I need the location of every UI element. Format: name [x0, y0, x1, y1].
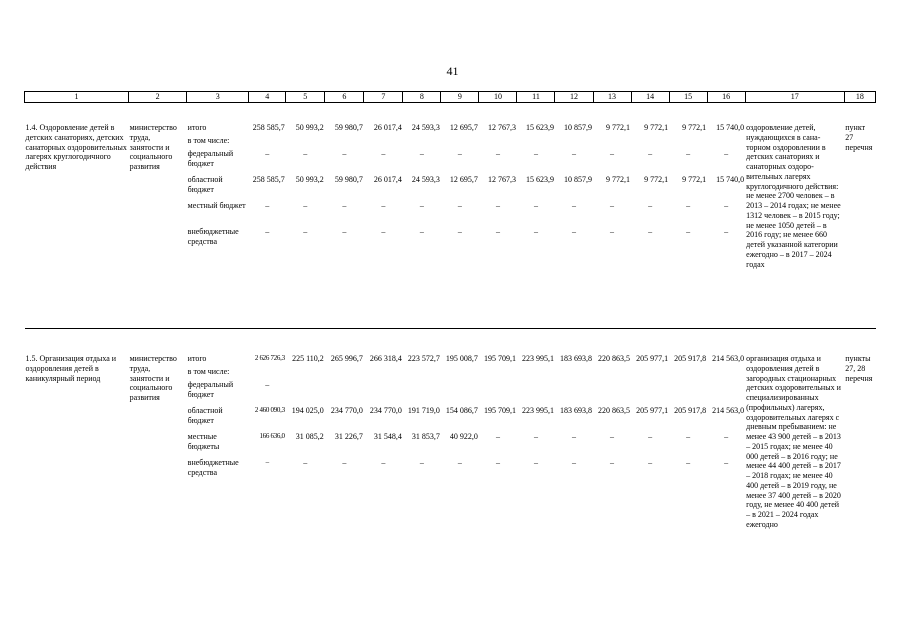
value-cell: 24 593,3	[411, 175, 440, 184]
value-column	[707, 329, 745, 617]
value-column	[249, 329, 286, 617]
header-cell: 6	[325, 92, 364, 103]
expected-result: организация отдыха и оздоровления детей в загородных стационарных детских оздоровительных и специализированных (профильных) лагерях, оздоровительных лагерях с дневным пребыванием: не менее 43 900 детей – в 2013 – 2015 годах; не менее 40 000 детей – в 2016 году; не менее 44 400 детей – в 2017 – 2018 годах; не менее 40 400 детей – в 2019 году, не менее 37 400 детей – в 2020 году, не менее 40 400 детей – в 2021 – 2024 годах ежегодно	[745, 329, 844, 617]
value-cell	[442, 367, 478, 380]
funding-source-label: местный бюджет	[187, 201, 246, 210]
value-cell: –	[342, 458, 347, 467]
value-cell: 205 917,8	[674, 354, 707, 363]
value-cell: –	[610, 432, 615, 441]
header-cell: 4	[249, 92, 286, 103]
value-cell	[632, 136, 668, 149]
value-cell	[632, 367, 668, 380]
value-cell: –	[457, 227, 462, 236]
header-cell: 17	[745, 92, 844, 103]
value-column	[441, 329, 479, 617]
funding-source-label: итого	[187, 354, 207, 363]
value-cell: 265 996,7	[330, 354, 363, 363]
value-cell: –	[495, 227, 500, 236]
value-cell	[326, 367, 363, 380]
value-column	[669, 103, 707, 329]
value-column	[555, 103, 593, 329]
value-cell	[670, 367, 706, 380]
value-cell: –	[610, 201, 615, 210]
funding-source-label: в том числе:	[187, 136, 230, 145]
value-cell: –	[303, 227, 308, 236]
value-cell	[480, 367, 516, 380]
value-cell: –	[457, 201, 462, 210]
value-cell: –	[533, 149, 538, 158]
value-cell: 234 770,0	[369, 406, 402, 415]
value-cell: –	[419, 458, 424, 467]
value-cell: 40 922,0	[449, 432, 478, 441]
value-cell: 9 772,1	[606, 175, 631, 184]
funding-source-label: местные бюджеты	[187, 432, 220, 451]
value-cell: 50 993,2	[295, 123, 324, 132]
value-column	[593, 103, 631, 329]
measure-name: 1.4. Оздоровление детей в детских санаториях, детских санаторных оздоровительных лагерях круглогодичного действия	[25, 123, 127, 171]
value-cell: 234 770,0	[330, 406, 363, 415]
value-cell: 50 993,2	[295, 175, 324, 184]
value-column	[403, 103, 441, 329]
value-cell: 183 693,8	[560, 406, 593, 415]
value-cell: –	[686, 227, 691, 236]
value-cell: 191 719,0	[407, 406, 440, 415]
value-cell: –	[610, 149, 615, 158]
value-cell: –	[419, 201, 424, 210]
value-cell: 2 460 090,3	[254, 406, 285, 414]
value-cell	[404, 136, 440, 149]
value-cell: –	[419, 149, 424, 158]
value-cell: 15 623,9	[525, 175, 554, 184]
value-cell	[480, 136, 516, 149]
value-cell: 12 767,3	[487, 175, 516, 184]
value-column	[555, 329, 593, 617]
value-cell: 223 995,1	[521, 406, 554, 415]
header-cell: 18	[844, 92, 875, 103]
value-cell	[708, 367, 744, 380]
value-cell: 220 863,5	[598, 354, 631, 363]
value-cell: 2 626 726,3	[254, 354, 285, 362]
value-cell	[442, 380, 478, 406]
value-cell: 59 980,7	[334, 175, 363, 184]
value-cell: 9 772,1	[606, 123, 631, 132]
value-column	[403, 329, 441, 617]
value-cell: –	[648, 227, 653, 236]
value-cell: 166 636,0	[259, 432, 285, 440]
value-cell	[556, 136, 592, 149]
value-column	[707, 103, 745, 329]
value-cell: –	[495, 149, 500, 158]
value-cell: –	[533, 201, 538, 210]
value-cell	[250, 136, 285, 149]
value-cell: –	[265, 201, 270, 210]
value-cell: –	[648, 201, 653, 210]
value-cell: 10 857,9	[564, 175, 593, 184]
value-cell: 24 593,3	[411, 123, 440, 132]
value-cell: –	[572, 201, 576, 210]
value-cell: –	[686, 201, 691, 210]
header-cell: 3	[187, 92, 249, 103]
value-cell	[518, 380, 554, 406]
reference-link: пункты 27, 28 перечня	[844, 329, 875, 617]
header-cell: 9	[441, 92, 479, 103]
value-cell: 205 917,8	[674, 406, 707, 415]
value-cell: –	[533, 458, 538, 467]
value-cell: 9 772,1	[644, 123, 669, 132]
value-cell: 9 772,1	[644, 175, 669, 184]
value-cell	[365, 367, 402, 380]
value-column	[364, 103, 403, 329]
value-cell: –	[648, 149, 653, 158]
header-cell: 14	[631, 92, 669, 103]
value-cell: –	[724, 149, 729, 158]
value-cell: –	[265, 458, 269, 466]
value-cell	[594, 380, 630, 406]
value-cell: –	[724, 432, 729, 441]
value-cell	[518, 136, 554, 149]
value-cell: 214 563,0	[712, 354, 745, 363]
value-cell: 220 863,5	[598, 406, 631, 415]
value-cell: 10 857,9	[564, 123, 593, 132]
reference-link: пункт 27 перечня	[845, 123, 873, 152]
value-cell: –	[686, 458, 691, 467]
value-column	[325, 329, 364, 617]
value-cell: 258 585,7	[252, 123, 285, 132]
value-cell: 31 853,7	[411, 432, 440, 441]
table-row	[25, 103, 876, 329]
measure-name: 1.5. Организация отдыха и оздоровления детей в каникулярный период	[25, 329, 129, 617]
header-cell: 10	[479, 92, 517, 103]
value-cell: –	[495, 458, 500, 467]
value-column	[669, 329, 707, 617]
header-cell: 5	[286, 92, 325, 103]
value-cell: 195 008,7	[445, 354, 478, 363]
value-cell: 15 623,9	[525, 123, 554, 132]
expected-result: оздоровление детей, нуждающихся в сана-торном оздоровлении в детских санаториях и санаторных оздоро-вительных лагерях круглогодичного действия: не менее 2700 человек – в 2013 – 2014 годах; не менее 1312 человек – в 2015 году; не менее 1050 детей – в 2016 году; не менее 660 детей указанной категории ежегодно – в 2017 – 2024 годах	[746, 123, 841, 269]
value-cell: –	[381, 149, 386, 158]
funding-source-label: в том числе:	[187, 367, 230, 376]
value-cell	[556, 367, 592, 380]
value-cell: –	[303, 201, 308, 210]
value-cell: 195 709,1	[483, 354, 516, 363]
value-column	[364, 329, 403, 617]
value-cell: –	[648, 432, 653, 441]
value-cell	[708, 380, 744, 406]
table-row	[25, 329, 876, 617]
value-cell: –	[533, 432, 538, 441]
value-column	[517, 329, 555, 617]
header-cell: 2	[129, 92, 187, 103]
value-cell: –	[572, 149, 576, 158]
funding-source-label: итого	[187, 123, 207, 132]
value-cell: –	[381, 201, 386, 210]
value-cell: 9 772,1	[682, 175, 707, 184]
value-cell: –	[342, 227, 347, 236]
page-number: 41	[446, 64, 459, 78]
value-cell: 15 740,0	[716, 123, 745, 132]
value-cell: 26 017,4	[373, 123, 402, 132]
value-cell: –	[572, 227, 576, 236]
value-cell: –	[381, 458, 386, 467]
value-cell: –	[495, 201, 500, 210]
header-cell: 1	[25, 92, 129, 103]
value-cell	[250, 367, 285, 380]
value-cell: –	[303, 149, 308, 158]
value-cell: 214 563,0	[712, 406, 745, 415]
executor: министерство труда, занятости и социального развития	[129, 329, 187, 617]
funding-source-label: федеральный бюджет	[187, 380, 234, 399]
funding-source-label: областной бюджет	[187, 175, 223, 194]
value-cell: –	[533, 227, 538, 236]
value-cell: 26 017,4	[373, 175, 402, 184]
value-cell: –	[342, 149, 347, 158]
value-cell: 258 585,7	[252, 175, 285, 184]
value-cell: –	[572, 432, 576, 441]
header-cell: 15	[669, 92, 707, 103]
value-cell: 183 693,8	[560, 354, 593, 363]
value-column	[479, 103, 517, 329]
value-column	[517, 103, 555, 329]
value-cell	[287, 380, 324, 406]
header-cell: 13	[593, 92, 631, 103]
funding-sources	[187, 329, 249, 617]
header-cell: 7	[364, 92, 403, 103]
value-cell	[594, 136, 630, 149]
value-cell	[326, 136, 363, 149]
header-cell: 12	[555, 92, 593, 103]
value-cell	[404, 367, 440, 380]
value-cell	[365, 136, 402, 149]
value-cell	[632, 380, 668, 406]
value-cell: 266 318,4	[369, 354, 402, 363]
value-column	[593, 329, 631, 617]
value-cell	[287, 136, 324, 149]
value-cell: –	[265, 149, 270, 158]
value-cell	[556, 380, 592, 406]
value-cell: –	[457, 458, 462, 467]
value-cell	[480, 380, 516, 406]
value-cell	[594, 367, 630, 380]
value-cell: –	[610, 458, 615, 467]
value-cell	[365, 380, 402, 406]
value-column	[325, 103, 364, 329]
value-cell: 31 226,7	[334, 432, 363, 441]
value-cell: 223 572,7	[407, 354, 440, 363]
header-cell: 16	[707, 92, 745, 103]
value-cell	[326, 380, 363, 406]
value-column	[286, 103, 325, 329]
value-cell: 223 995,1	[521, 354, 554, 363]
value-cell: 31 085,2	[295, 432, 324, 441]
value-cell: 9 772,1	[682, 123, 707, 132]
value-cell: –	[686, 149, 691, 158]
value-cell: 205 977,1	[636, 406, 669, 415]
value-cell: –	[724, 201, 729, 210]
header-cell: 8	[403, 92, 441, 103]
value-cell: 12 767,3	[487, 123, 516, 132]
value-cell: 225 110,2	[292, 354, 324, 363]
value-cell	[287, 367, 324, 380]
funding-source-label: внебюджетные средства	[187, 458, 239, 477]
value-cell: 194 025,0	[291, 406, 324, 415]
program-table	[24, 91, 876, 616]
value-cell: –	[265, 380, 270, 389]
value-cell	[518, 367, 554, 380]
value-column	[631, 103, 669, 329]
header-cell: 11	[517, 92, 555, 103]
value-column	[631, 329, 669, 617]
value-cell: –	[610, 227, 615, 236]
funding-source-label: федеральный бюджет	[187, 149, 234, 168]
value-cell	[670, 380, 706, 406]
value-cell	[708, 136, 744, 149]
value-cell: –	[724, 227, 729, 236]
funding-sources	[187, 103, 249, 329]
value-cell: –	[457, 149, 462, 158]
value-cell: –	[419, 227, 424, 236]
value-cell: –	[572, 458, 576, 467]
value-cell: 154 086,7	[445, 406, 478, 415]
value-cell: –	[724, 458, 729, 467]
value-cell: –	[303, 458, 308, 467]
executor: министерство труда, занятости и социального развития	[129, 123, 177, 171]
value-cell: 205 977,1	[636, 354, 669, 363]
value-column	[479, 329, 517, 617]
value-column	[286, 329, 325, 617]
value-cell	[404, 380, 440, 406]
funding-source-label: внебюджетные средства	[187, 227, 239, 246]
value-cell: 12 695,7	[449, 123, 478, 132]
value-cell: 12 695,7	[449, 175, 478, 184]
value-cell: 15 740,0	[716, 175, 745, 184]
value-cell: –	[648, 458, 653, 467]
value-cell: 195 709,1	[483, 406, 516, 415]
funding-source-label: областной бюджет	[187, 406, 223, 425]
value-cell	[442, 136, 478, 149]
value-cell: –	[342, 201, 347, 210]
value-cell: –	[265, 227, 270, 236]
value-cell: –	[495, 432, 500, 441]
value-cell: 31 548,4	[373, 432, 402, 441]
value-cell: –	[686, 432, 691, 441]
header-row	[25, 92, 876, 103]
value-column	[441, 103, 479, 329]
value-column	[249, 103, 286, 329]
value-cell	[670, 136, 706, 149]
value-cell: –	[381, 227, 386, 236]
value-cell: 59 980,7	[334, 123, 363, 132]
